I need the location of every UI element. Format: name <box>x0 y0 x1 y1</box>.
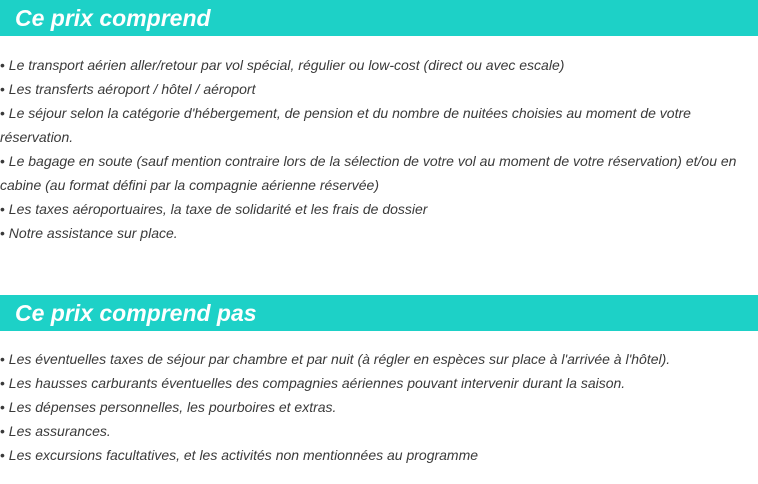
list-item <box>0 419 754 443</box>
bullet-icon: • <box>0 201 5 217</box>
bullet-icon: • <box>0 423 5 439</box>
list-item <box>0 77 754 101</box>
list-item-text: Le bagage en soute (sauf mention contraire lors de la sélection de votre vol au moment de votre réservation) et/ou en cabine (au format défini par la compagnie aérienne réservée) <box>0 153 737 193</box>
list-item-text: Le transport aérien aller/retour par vol spécial, régulier ou low-cost (direct ou avec escale) <box>8 57 565 73</box>
price-includes-list <box>0 53 754 245</box>
list-item-text: Le séjour selon la catégorie d'hébergement, de pension et du nombre de nuitées choisies au moment de votre réservation. <box>0 105 691 145</box>
list-item <box>0 53 754 77</box>
price-excludes-list <box>0 347 754 467</box>
list-item <box>0 395 754 419</box>
bullet-icon: • <box>0 225 5 241</box>
bullet-icon: • <box>0 351 5 367</box>
list-item <box>0 443 754 467</box>
bullet-icon: • <box>0 447 5 463</box>
list-item-text: Les taxes aéroportuaires, la taxe de solidarité et les frais de dossier <box>8 201 428 217</box>
bullet-icon: • <box>0 153 5 169</box>
bullet-icon: • <box>0 375 5 391</box>
bullet-icon: • <box>0 105 5 121</box>
list-item-text: Les assurances. <box>8 423 111 439</box>
list-item-text: Les excursions facultatives, et les activités non mentionnées au programme <box>8 447 479 463</box>
bullet-icon: • <box>0 399 5 415</box>
list-item-text: Les dépenses personnelles, les pourboires et extras. <box>8 399 337 415</box>
list-item-text: Les hausses carburants éventuelles des compagnies aériennes pouvant intervenir durant la saison. <box>8 375 626 391</box>
list-item-text: Les transferts aéroport / hôtel / aéroport <box>8 81 256 97</box>
price-excludes-header: Ce prix comprend pas <box>0 295 758 331</box>
list-item <box>0 197 754 221</box>
list-item-text: Notre assistance sur place. <box>8 225 178 241</box>
list-item <box>0 347 754 371</box>
bullet-icon: • <box>0 57 5 73</box>
bullet-icon: • <box>0 81 5 97</box>
list-item <box>0 149 754 197</box>
list-item-text: Les éventuelles taxes de séjour par chambre et par nuit (à régler en espèces sur place à l'arrivée à l'hôtel). <box>8 351 671 367</box>
list-item <box>0 101 754 149</box>
price-includes-header: Ce prix comprend <box>0 0 758 36</box>
list-item <box>0 371 754 395</box>
list-item <box>0 221 754 245</box>
